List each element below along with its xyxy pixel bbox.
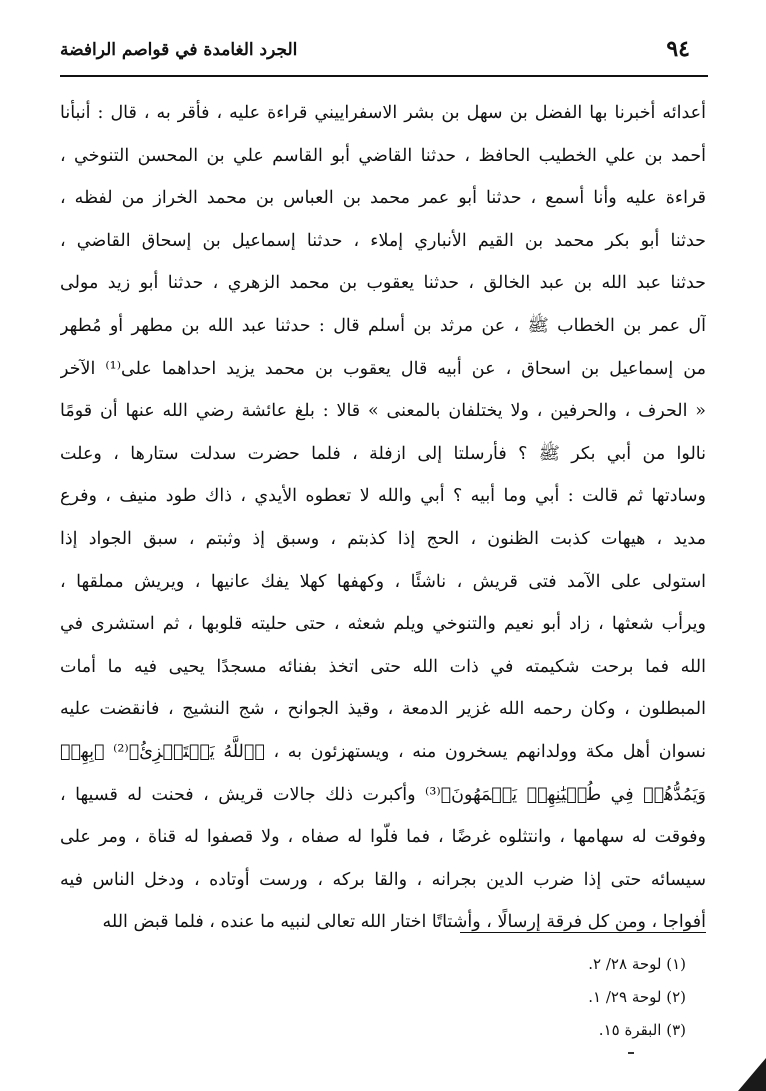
text-line: أحمد بن علي الخطيب الحافظ ، حدثنا القاضي أبو القاسم علي بن المحسن التنوخي ، bbox=[60, 145, 706, 166]
page-mark bbox=[628, 1052, 634, 1054]
main-text bbox=[60, 92, 706, 944]
text-line: مديد ، هيهات كذبت الظنون ، الحج إذا كذبتم ، وسبق إذ وثبتم ، سبق الجواد إذا bbox=[60, 528, 706, 549]
footnote-2: (٢) لوحة ٢٩/ ١. bbox=[588, 988, 686, 1006]
text-line: « الحرف ، والحرفين ، ولا يختلفان بالمعنى » قالا : بلغ عائشة رضي الله عنها أن قومًا bbox=[60, 401, 706, 422]
text-line: وسادتها ثم قالت : أبي وما أبيه ؟ أبي والله لا تعطوه الأيدي ، ذاك طود منيف ، وفرع bbox=[60, 486, 706, 507]
text-line: قراءة عليه وأنا أسمع ، حدثنا أبو عمر محمد بن العباس بن محمد الخراز من لفظه ، bbox=[60, 188, 706, 209]
footnote-divider bbox=[460, 932, 706, 933]
running-title: الجرد الغامدة في قواصم الرافضة bbox=[60, 40, 298, 60]
page-header bbox=[60, 36, 708, 68]
footnote-1: (١) لوحة ٢٨/ ٢. bbox=[588, 955, 686, 973]
text-line: وَيَمُدُّهُمۡ فِي طُغۡيَٰنِهِمۡ يَعۡمَهُونَ﴾⁽³⁾ وأكبرت ذلك جالات قريش ، فحنت له قسيها ، bbox=[60, 784, 706, 805]
text-line: آل عمر بن الخطاب ﷺ ، عن مرثد بن أسلم قال : حدثنا عبد الله بن مطهر أو مُطهر bbox=[60, 315, 706, 336]
text-line: استولى على الآمد فتى قريش ، ناشئًا ، وكهفها كهلا يفك عانيها ، ويريش مملقها ، bbox=[60, 571, 706, 592]
footnote-3: (٣) البقرة ١٥. bbox=[598, 1021, 686, 1039]
page-corner-shadow bbox=[738, 1058, 766, 1091]
text-line: الله فما برحت شكيمته في ذات الله حتى اتخذ بفنائه مسجدًا يحيى فيه ما أمات bbox=[60, 656, 706, 677]
text-line: ويرأب شعثها ، زاد أبو نعيم والتنوخي ويلم شعثه ، حتى حليته قلوبها ، ثم استشرى في bbox=[60, 614, 706, 635]
text-line: أعدائه أخبرنا بها الفضل بن سهل بن بشر الاسفراييني قراءة عليه ، فأقر به ، قال : أنبأنا bbox=[60, 103, 706, 123]
header-divider bbox=[60, 75, 708, 77]
text-line: حدثنا أبو بكر محمد بن القيم الأنباري إملاء ، حدثنا إسماعيل بن إسحاق القاضي ، bbox=[60, 230, 706, 251]
page-number: ٩٤ bbox=[666, 36, 690, 62]
footnotes bbox=[286, 948, 686, 1047]
text-line: سيسائه حتى إذا ضرب الدين بجرانه ، والقا بركه ، ورست أوتاده ، ودخل الناس فيه bbox=[60, 869, 706, 890]
text-line: نالوا من أبي بكر ﷺ ؟ فأرسلتا إلى ازفلة ، فلما حضرت سدلت ستارها ، وعلت bbox=[60, 443, 706, 464]
text-line: المبطلون ، وكان رحمه الله غزير الدمعة ، وقيذ الجوانح ، شج النشيج ، فانقضت عليه bbox=[60, 699, 706, 720]
text-line: من إسماعيل بن اسحاق ، عن أبيه قال يعقوب بن محمد يزيد احداهما على⁽¹⁾ الآخر bbox=[60, 358, 706, 379]
text-line: أفواجا ، ومن كل فرقة إرسالًا ، وأشتاتًا اختار الله تعالى لنبيه ما عنده ، فلما قبض الله bbox=[102, 912, 706, 933]
text-line: نسوان أهل مكة وولدانهم يسخرون منه ، ويستهزئون به ، ﴿ٱللَّهُ يَسۡتَهۡزِئُ﴾⁽²⁾ ﴿بِهِمۡ bbox=[60, 741, 706, 762]
text-line: حدثنا عبد الله بن عبد الخالق ، حدثنا يعقوب بن محمد الزهري ، حدثنا أبو زيد مولى bbox=[60, 273, 706, 294]
text-line: وفوقت له سهامها ، وانتثلوه غرضًا ، فما فلّوا له صفاه ، ولا قصفوا له قناة ، ومر على bbox=[60, 827, 706, 848]
